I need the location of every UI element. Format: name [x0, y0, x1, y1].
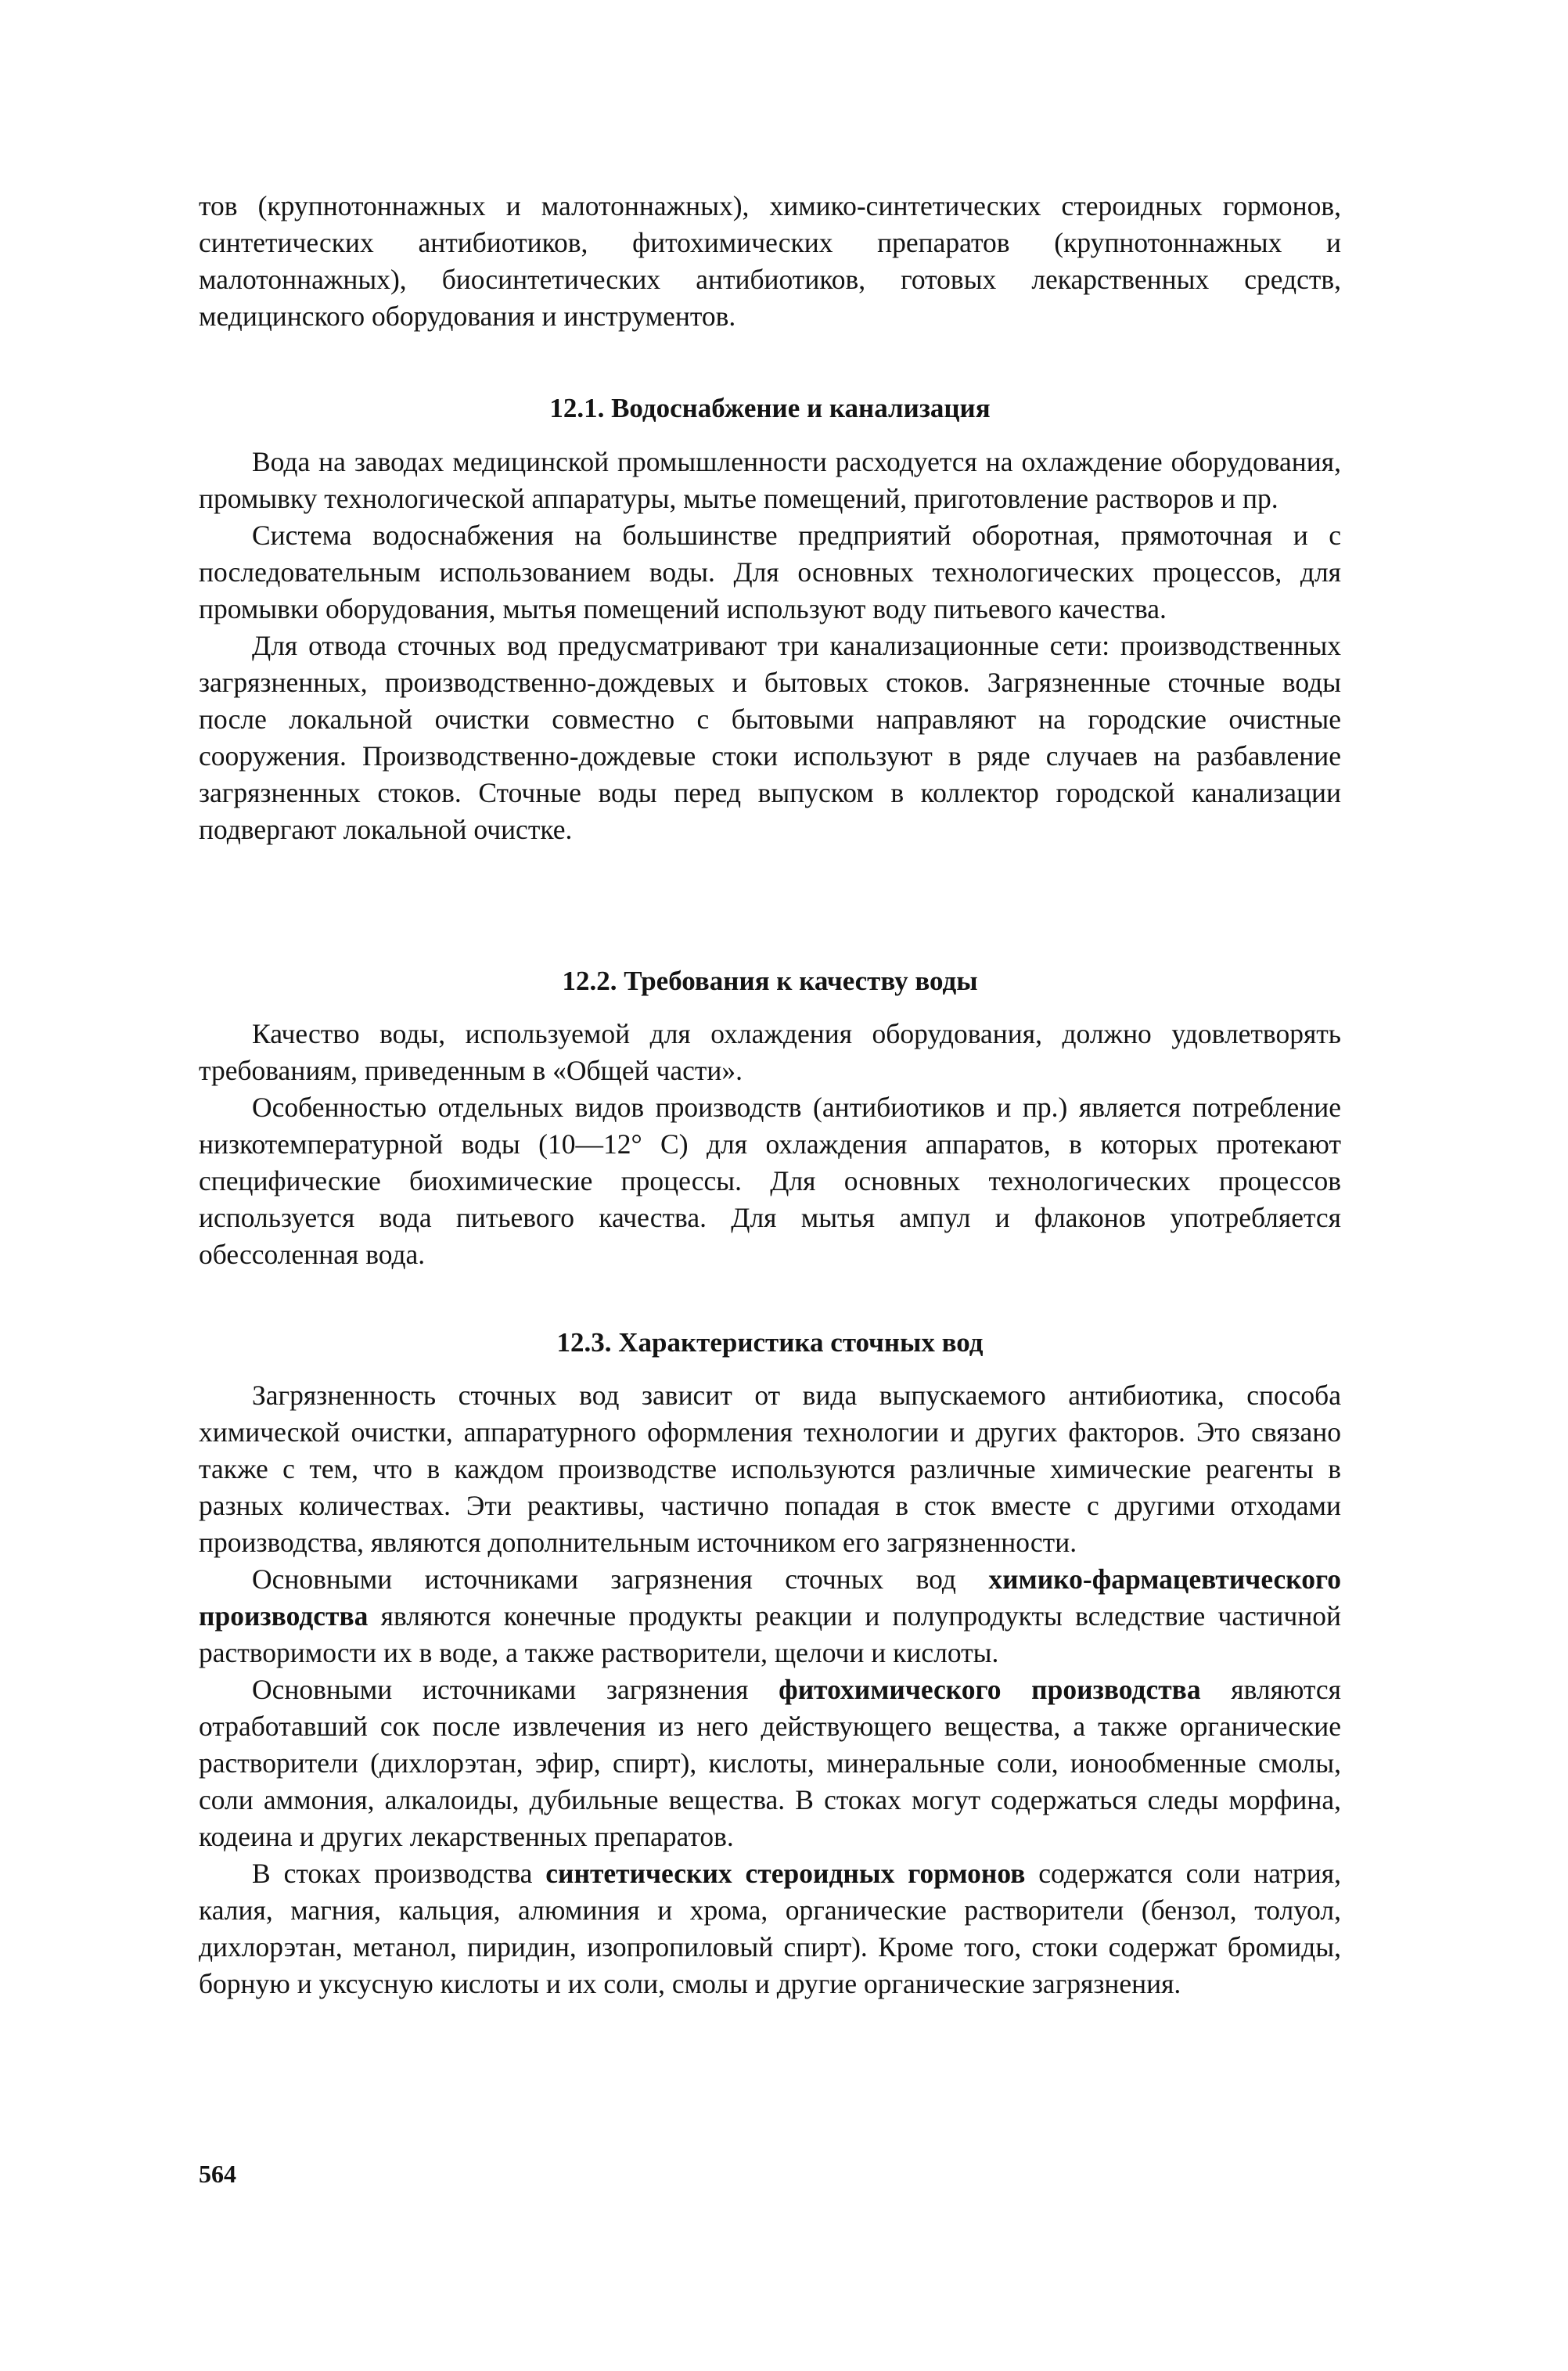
section-1-heading: 12.1. Водоснабжение и канализация	[549, 393, 991, 423]
paragraph-text: содержатся соли натрия, калия, магния, кальция, алюминия и хрома, органические растворители (бензол, толуол, дихлорэтан, метанол, пиридин, изопропиловый спирт). Кроме того, стоки содержат бромиды, борную и уксусную кислоты и их соли, смолы и другие органические загрязнения.	[199, 1858, 1341, 1999]
section-3-paragraph-4	[199, 1855, 1341, 2002]
paragraph-text: Основными источниками загрязнения	[252, 1674, 779, 1705]
emphasis-term: химико-фармацевтического производства	[199, 1563, 1341, 1632]
section-2-paragraph-1: Качество воды, используемой для охлаждения оборудования, должно удовлетворять требованиям, приведенным в «Общей части».	[199, 1018, 1341, 1086]
intro-block	[199, 188, 1341, 335]
paragraph-text: являются отработавший сок после извлечения из него действующего вещества, а также органические растворители (дихлорэтан, эфир, спирт), кислоты, минеральные соли, ионообменные смолы, соли аммония, алкалоиды, дубильные вещества. В стоках могут содержаться следы морфина, кодеина и других лекарственных препаратов.	[199, 1674, 1342, 1852]
section-3-paragraph-3	[199, 1671, 1341, 1855]
section-1-paragraph-2: Система водоснабжения на большинстве предприятий оборотная, прямоточная и с последовательным использованием воды. Для основных технологических процессов, для промывки оборудования, мытья помещений используют воду питьевого качества.	[199, 520, 1341, 624]
section-1-body	[199, 444, 1341, 848]
page-number: 564	[199, 2160, 236, 2188]
section-1	[199, 390, 1341, 426]
emphasis-term: синтетических стероидных гормонов	[545, 1858, 1026, 1889]
emphasis-term: фитохимического производства	[779, 1674, 1201, 1705]
section-3-heading: 12.3. Характеристика сточных вод	[556, 1327, 984, 1358]
section-2	[199, 962, 1341, 999]
section-1-paragraph-3: Для отвода сточных вод предусматривают три канализационные сети: производственных загрязненных, производственно-дождевых и бытовых стоков. Загрязненные сточные воды после локальной очистки совместно с бытовыми направляют на городские очистные сооружения. Производственно-дождевые стоки используют в ряде случаев на разбавление загрязненных стоков. Сточные воды перед выпуском в коллектор городской канализации подвергают локальной очистке.	[199, 630, 1341, 845]
section-3-paragraph-2	[199, 1561, 1341, 1671]
section-1-paragraph-1: Вода на заводах медицинской промышленности расходуется на охлаждение оборудования, промывку технологической аппаратуры, мытье помещений, приготовление растворов и пр.	[199, 446, 1341, 514]
section-2-body	[199, 1016, 1341, 1273]
section-3-paragraph-1: Загрязненность сточных вод зависит от вида выпускаемого антибиотика, способа химической очистки, аппаратурного оформления технологии и других факторов. Это связано также с тем, что в каждом производстве используются различные химические реагенты в разных количествах. Эти реактивы, частично попадая в сток вместе с другими отходами производства, являются дополнительным источником его загрязненности.	[199, 1380, 1341, 1558]
section-2-heading: 12.2. Требования к качеству воды	[562, 966, 978, 996]
paragraph-text: Основными источниками загрязнения сточных вод	[252, 1563, 989, 1595]
paragraph-text: являются конечные продукты реакции и полупродукты вследствие частичной растворимости их в воде, а также растворители, щелочи и кислоты.	[199, 1600, 1341, 1668]
section-3-body	[199, 1377, 1341, 2002]
intro-paragraph: тов (крупнотоннажных и малотоннажных), химико-синтетических стероидных гормонов, синтетических антибиотиков, фитохимических препаратов (крупнотоннажных и малотоннажных), биосинтетических антибиотиков, готовых лекарственных средств, медицинского оборудования и инструментов.	[199, 190, 1341, 332]
section-3	[199, 1324, 1341, 1361]
paragraph-text: В стоках производства	[252, 1858, 546, 1889]
section-2-paragraph-2: Особенностью отдельных видов производств (антибиотиков и пр.) является потребление низкотемпературной воды (10—12° С) для охлаждения аппаратов, в которых протекают специфические биохимические процессы. Для основных технологических процессов используется вода питьевого качества. Для мытья ампул и флаконов употребляется обессоленная вода.	[199, 1092, 1341, 1270]
